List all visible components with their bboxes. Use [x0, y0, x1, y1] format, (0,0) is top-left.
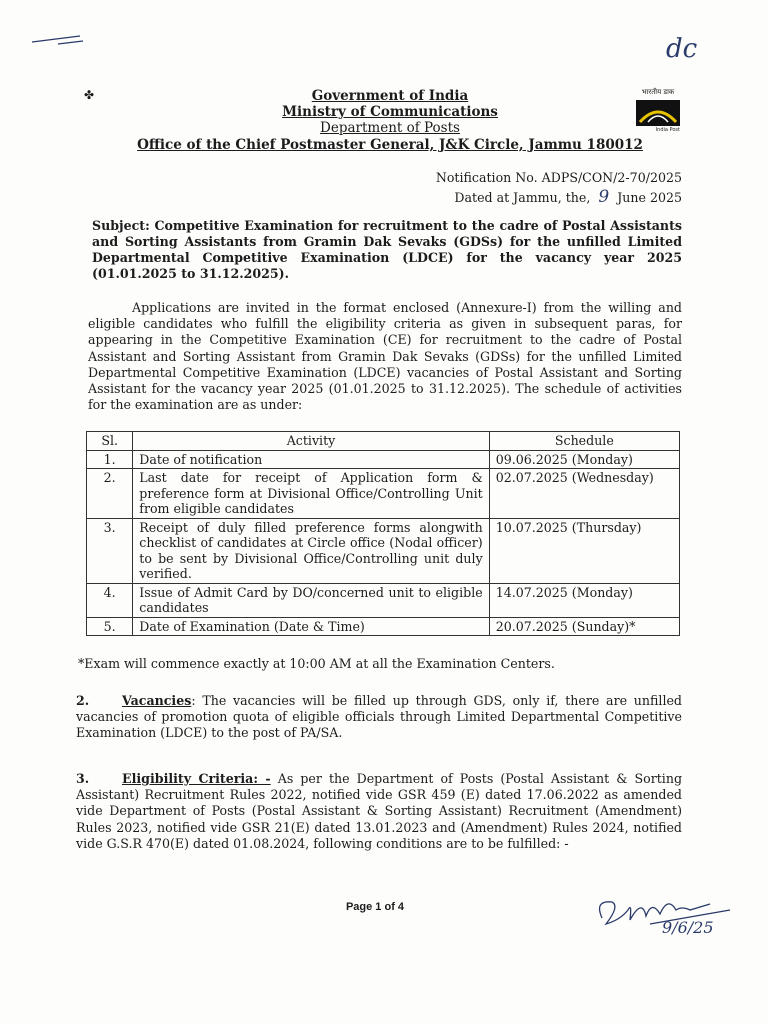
- row-sl: 1.: [87, 450, 133, 469]
- header-office: Office of the Chief Postmaster General, J&K Circle, Jammu 180012: [137, 137, 643, 153]
- handwritten-initials: dc: [666, 34, 698, 64]
- header-activity: Activity: [133, 432, 489, 451]
- section2-text: : The vacancies will be filled up through GDS, only if, there are unfilled vacancies of promotion quota of eligible officials through Limited Departmental Competitive Examination (LDCE) to the post of PA/SA.: [76, 693, 682, 741]
- table-row: [87, 518, 680, 583]
- row-sl: 2.: [87, 469, 133, 519]
- table-header-row: [87, 432, 680, 451]
- row-schedule: 20.07.2025 (Sunday)*: [489, 617, 679, 636]
- india-post-logo-text: भारतीय डाक: [641, 88, 675, 96]
- row-schedule: 02.07.2025 (Wednesday): [489, 469, 679, 519]
- exam-footnote: *Exam will commence exactly at 10:00 AM at all the Examination Centers.: [78, 656, 555, 671]
- section2-number: 2.: [76, 693, 90, 708]
- header-schedule: Schedule: [489, 432, 679, 451]
- dated-day: 9: [598, 187, 610, 207]
- row-schedule: 14.07.2025 (Monday): [489, 583, 679, 617]
- row-activity: Receipt of duly filled preference forms alongwith checklist of candidates at Circle office (Nodal officer) to be sent by Divisional Office/Controlling unit duly verified.: [133, 518, 489, 583]
- table-row: [87, 583, 680, 617]
- row-schedule: 09.06.2025 (Monday): [489, 450, 679, 469]
- table-row: [87, 469, 680, 519]
- row-sl: 5.: [87, 617, 133, 636]
- section2-heading: Vacancies: [122, 693, 192, 708]
- subject: Subject: Competitive Examination for recruitment to the cadre of Postal Assistants and Sorting Assistants from Gramin Dak Sevaks (GDSs) for the unfilled Limited Departmental Competitive Examination (LDCE) for the vacancy year 2025 (01.01.2025 to 31.12.2025).: [92, 218, 682, 281]
- pen-mark: [28, 30, 88, 50]
- header-ministry: Ministry of Communications: [282, 104, 498, 120]
- row-activity: Issue of Admit Card by DO/concerned unit to eligible candidates: [133, 583, 489, 617]
- dated-prefix: Dated at Jammu, the,: [454, 190, 591, 205]
- india-post-logo: [636, 100, 680, 126]
- header-government: Government of India: [311, 88, 469, 104]
- notification-date: [380, 187, 682, 207]
- signature: [590, 880, 740, 950]
- row-activity: Date of notification: [133, 450, 489, 469]
- row-activity: Last date for receipt of Application form & preference form at Divisional Office/Controlling Unit from eligible candidates: [133, 469, 489, 519]
- header-department: Department of Posts: [320, 120, 460, 136]
- row-sl: 4.: [87, 583, 133, 617]
- notification-number: Notification No. ADPS/CON/2-70/2025: [435, 170, 682, 185]
- header-sl: Sl.: [87, 432, 133, 451]
- row-schedule: 10.07.2025 (Thursday): [489, 518, 679, 583]
- section3-heading: Eligibility Criteria: -: [122, 771, 271, 786]
- section-eligibility: [76, 771, 682, 852]
- page-number: Page 1 of 4: [345, 901, 405, 913]
- emblem-mark-icon: ✤: [84, 88, 95, 102]
- table-row: [87, 617, 680, 636]
- row-sl: 3.: [87, 518, 133, 583]
- table-row: [87, 450, 680, 469]
- schedule-table: [86, 431, 680, 636]
- dated-suffix: June 2025: [617, 190, 682, 205]
- row-activity: Date of Examination (Date & Time): [133, 617, 489, 636]
- section3-number: 3.: [76, 771, 90, 786]
- section3-text: As per the Department of Posts (Postal Assistant & Sorting Assistant) Recruitment Rules 2022, notified vide GSR 459 (E) dated 17.06.2022 as amended vide Department of Posts (Postal Assistant & Sorting Assistant) Recruitment (Amendment) Rules 2023, notified vide GSR 21(E) dated 13.01.2023 and (Amendment) Rules 2024, notified vide G.S.R 470(E) dated 01.08.2024, following conditions are to be fulfilled: -: [76, 771, 683, 851]
- signature-date: 9/6/25: [662, 918, 714, 937]
- intro-paragraph: Applications are invited in the format enclosed (Annexure-I) from the willing and eligible candidates who fulfill the eligibility criteria as given in subsequent paras, for appearing in the Competitive Examination (CE) for recruitment to the cadre of Postal Assistant and Sorting Assistant from Gramin Dak Sevaks (GDSs) for the unfilled Limited Departmental Competitive Examination (LDCE) vacancies of Postal Assistant and Sorting Assistant for the vacancy year 2025 (01.01.2025 to 31.12.2025). The schedule of activities for the examination are as under:: [88, 300, 682, 413]
- section-vacancies: [76, 693, 682, 742]
- india-post-logo-caption: India Post: [655, 127, 680, 133]
